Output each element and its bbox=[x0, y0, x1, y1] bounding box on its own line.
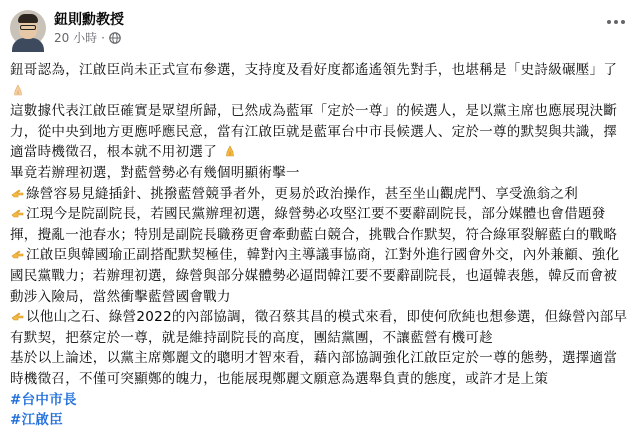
author-name[interactable]: 鈕則勳教授 bbox=[54, 11, 124, 28]
post-body bbox=[10, 60, 630, 431]
post-header bbox=[10, 6, 630, 50]
pray-hands-emoji bbox=[223, 144, 237, 158]
pray-hands-emoji bbox=[11, 83, 25, 97]
paragraph-conclusion: 基於以上論述，以黨主席鄭麗文的聰明才智來看，藉內部協調強化江啟臣定於一尊的態勢，選擇適當時機徵召，不僅可突顯鄭的魄力，也能展現鄭麗文願意為選舉負責的態度，或許才是上策 bbox=[10, 350, 618, 387]
post-meta bbox=[54, 11, 124, 46]
author-avatar[interactable] bbox=[10, 10, 46, 46]
paragraph-3: 畢竟若辦理初選，對藍營勢必有幾個明顯術擊一 bbox=[10, 164, 300, 181]
bullet-2: 江現今是院副院長，若國民黨辦理初選，綠營勢必攻堅江要不要辭副院長，部分媒體也會借題發揮，攪亂一池春水；特別是副院長職務更會牽動藍白競合，挑戰合作默契，符合綠軍裂解藍白的戰略 bbox=[10, 206, 618, 243]
hashtag-link[interactable]: #台中市長 bbox=[10, 391, 77, 408]
meta-separator: · bbox=[101, 30, 105, 45]
hashtag-link[interactable]: #江啟臣 bbox=[10, 412, 64, 429]
hashtag-row-2 bbox=[10, 410, 630, 431]
bullet-1: 綠營容易見縫插針、挑撥藍營競爭者外，更易於政治操作，甚至坐山觀虎鬥、享受漁翁之利 bbox=[10, 184, 630, 205]
paragraph-2: 這數據代表江啟臣確實是眾望所歸，已然成為藍軍「定於一尊」的候選人，是以黨主席也應展現決斷力，從中央到地方更應呼應民意，當有江啟臣就是藍軍台中市長候選人、定於一尊的默契與共識，擇適當時機徵召，根本就不用初選了 bbox=[10, 103, 618, 161]
hashtag-row-1 bbox=[10, 390, 630, 411]
post-timestamp-row bbox=[54, 30, 124, 46]
paragraph-1: 鈕哥認為，江啟臣尚未正式宣布參選，支持度及看好度都遙遙領先對手，也堪稱是「史詩級碾壓」了 bbox=[10, 60, 630, 101]
pointing-hand-emoji bbox=[11, 186, 25, 200]
bullet-3: 江啟臣與韓國瑜正副搭配默契極佳，韓對內主導議事協商，江對外進行國會外交，內外兼顧、強化國民黨戰力；若辦理初選，綠營與部分媒體勢必逼問韓江要不要辭副院長，也逼韓表態，韓反而會被動涉入險局，當然衝擊藍營國會戰力 bbox=[10, 247, 620, 305]
pointing-hand-emoji bbox=[11, 247, 25, 261]
bullet-4: 以他山之石、綠營2022的內部協調，徵召蔡其昌的模式來看，即使何欣純也想參選，但綠營內部早有默契，把蔡定於一尊，就是維持副院長的高度，團結黨團，不讓藍營有機可趁 bbox=[10, 309, 628, 346]
more-options-icon[interactable] bbox=[602, 12, 630, 32]
globe-icon[interactable] bbox=[109, 32, 121, 44]
post-time[interactable]: 20 小時 bbox=[54, 30, 98, 45]
pointing-hand-emoji bbox=[11, 309, 25, 323]
pointing-hand-emoji bbox=[11, 206, 25, 220]
